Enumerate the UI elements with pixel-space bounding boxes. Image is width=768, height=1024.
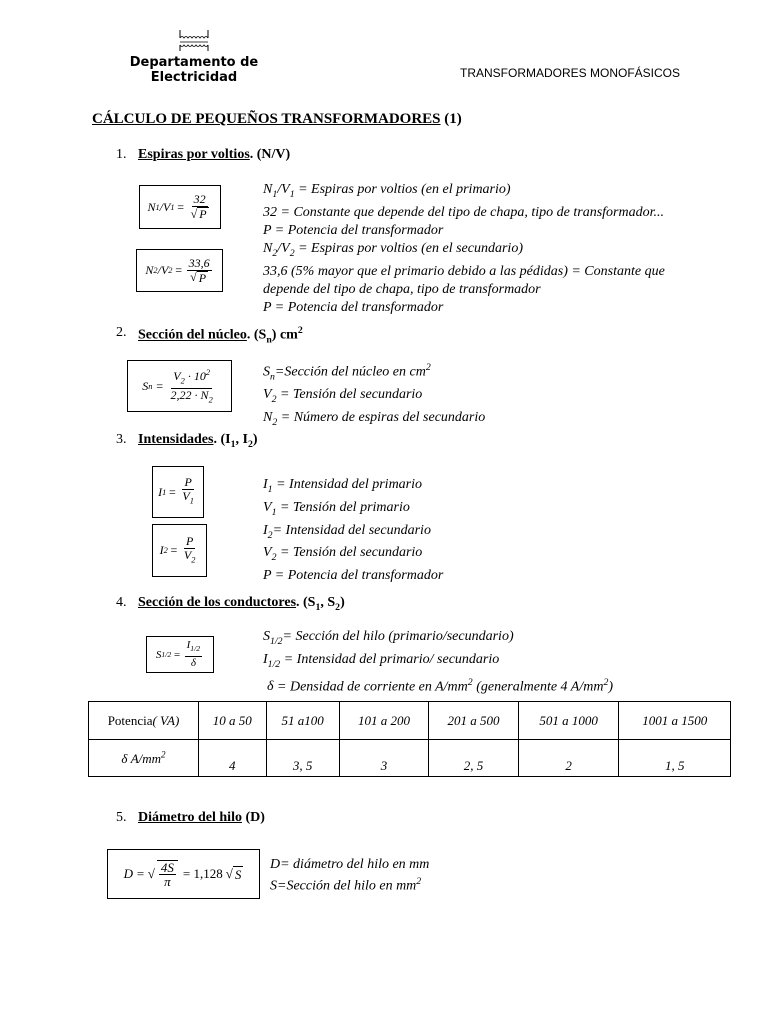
desc-line: D= diámetro del hilo en mm bbox=[270, 857, 430, 872]
section-4-description bbox=[263, 628, 613, 696]
table-cell: 51 a100 bbox=[266, 702, 339, 740]
formula-n2-v2: N 2 /V 2 = 33,6 √ P bbox=[136, 249, 223, 292]
transformer-logo-icon bbox=[176, 28, 212, 52]
table-cell: 3 bbox=[339, 740, 429, 777]
desc-line: $V_2$ = Tensión del secundario bbox=[263, 387, 423, 406]
table-row bbox=[89, 702, 731, 740]
table-cell: 1, 5 bbox=[619, 740, 731, 777]
formula-wire-section: S 1/2 = $\frac{I_{1/2}}{\delta}$ bbox=[146, 636, 214, 673]
desc-line: $V_1$ = Tensión del primario bbox=[263, 499, 410, 518]
formula-wire-diameter: D = √ $\frac{4S}{\pi}$ = 1,128 √ S bbox=[107, 849, 260, 899]
table-cell: 4 bbox=[199, 740, 267, 777]
desc-line: $N_1/V_1$ = Espiras por voltios (en el primario) bbox=[263, 182, 511, 200]
section-3-description bbox=[263, 476, 443, 585]
table-cell: 10 a 50 bbox=[199, 702, 267, 740]
section-2-description bbox=[263, 359, 485, 432]
table-cell: 501 a 1000 bbox=[518, 702, 619, 740]
section-5-description bbox=[270, 856, 429, 895]
table-cell: 1001 a 1500 bbox=[619, 702, 731, 740]
formula-core-section: S n = $\frac{V_2 \cdot 10^2}{2,22 \cdot N_2}$ bbox=[127, 360, 232, 412]
formula-n1-v1: N 1 /V 1 = 32 √ P bbox=[139, 185, 221, 229]
desc-line: $V_2$ = Tensión del secundario bbox=[263, 545, 423, 564]
table-cell: 2 bbox=[518, 740, 619, 777]
page-title: CÁLCULO DE PEQUEÑOS TRANSFORMADORES (1) bbox=[92, 111, 462, 127]
desc-line: depende del tipo de chapa, tipo de transformador bbox=[263, 281, 541, 297]
table-cell: 2, 5 bbox=[429, 740, 519, 777]
desc-line: $S_{1/2}=$ Sección del hilo (primario/secundario) bbox=[263, 629, 514, 647]
table-cell: 3, 5 bbox=[266, 740, 339, 777]
desc-line: 32 = Constante que depende del tipo de chapa, tipo de transformador... bbox=[263, 204, 665, 220]
desc-line: δ = Densidad de corriente en $A/mm^2$ (generalmente 4 $A/mm^2$) bbox=[267, 676, 614, 695]
section-1-description bbox=[263, 181, 665, 317]
table-cell: 101 a 200 bbox=[339, 702, 429, 740]
table-row bbox=[89, 740, 731, 777]
document-header-title: TRANSFORMADORES MONOFÁSICOS bbox=[460, 66, 681, 80]
formula-i1: I 1 = $\frac{P}{V_1}$ bbox=[152, 466, 204, 518]
desc-line: P = Potencia del transformador bbox=[263, 568, 444, 584]
table-cell: 201 a 500 bbox=[429, 702, 519, 740]
table-header-cell: Potencia( VA) bbox=[89, 702, 199, 740]
formula-i2: I 2 = $\frac{P}{V_2}$ bbox=[152, 524, 207, 577]
desc-line: S=Sección del hilo en $mm^2$ bbox=[270, 876, 422, 894]
table-header-cell: δ $A/mm^2$ bbox=[89, 740, 199, 777]
desc-line: $I_1$ = Intensidad del primario bbox=[263, 477, 423, 495]
desc-line: $N_2/V_2$ = Espiras por voltios (en el secundario) bbox=[263, 240, 523, 259]
desc-line: $I_2=$ Intensidad del secundario bbox=[263, 522, 431, 541]
desc-line: $N_2$ = Número de espiras del secundario bbox=[263, 410, 486, 429]
desc-line: $I_{1/2}$ = Intensidad del primario/ secundario bbox=[263, 651, 500, 670]
desc-line: P = Potencia del transformador bbox=[263, 299, 444, 315]
current-density-table bbox=[88, 701, 731, 777]
department-name: Departamento de Electricidad bbox=[129, 55, 259, 85]
desc-line: $S_n=Sección$ del núcleo en $cm^2$ bbox=[263, 362, 431, 383]
desc-line: P = Potencia del transformador bbox=[263, 222, 444, 238]
desc-line: 33,6 (5% mayor que el primario debido a las pédidas) = Constante que bbox=[263, 263, 665, 279]
